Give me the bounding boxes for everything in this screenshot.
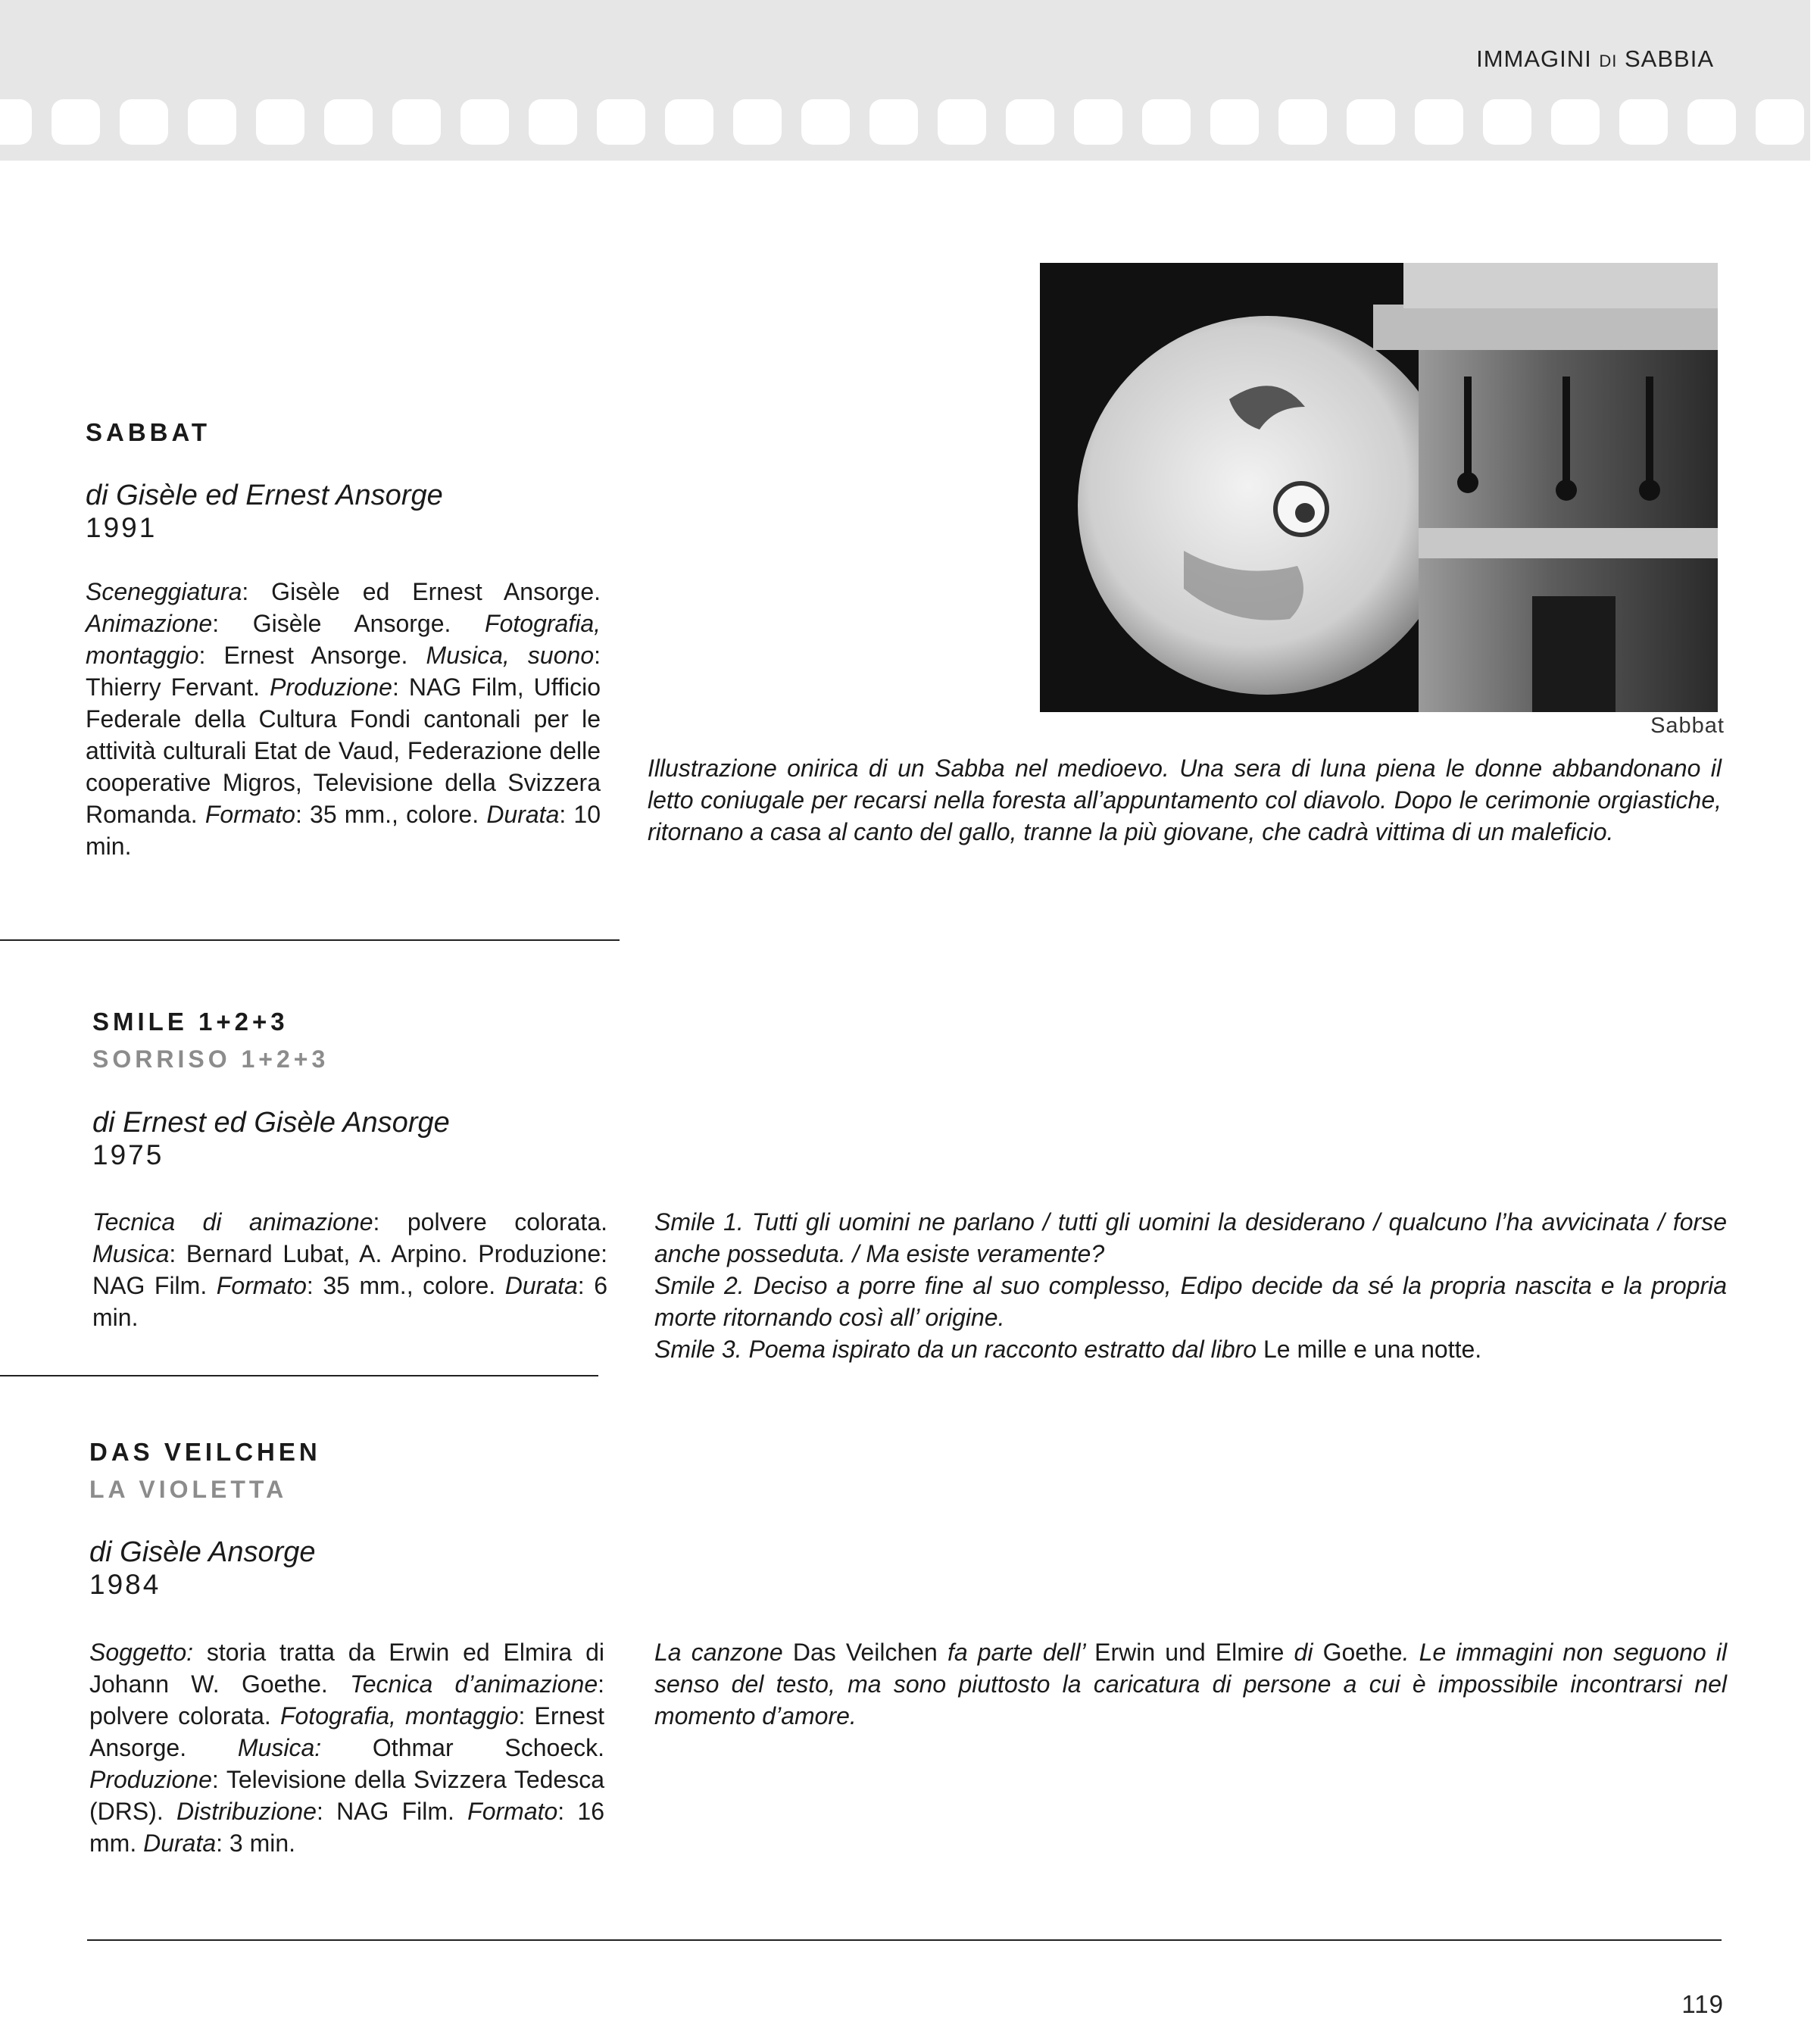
credit-label: Produzione — [270, 673, 392, 701]
film-perforation — [1347, 99, 1395, 145]
film-perforation — [1415, 99, 1463, 145]
film-perforation — [52, 99, 100, 145]
credit-label: Durata — [486, 801, 560, 828]
credit-value: Othmar Schoeck. — [321, 1734, 605, 1761]
credit-label: Durata — [504, 1272, 578, 1299]
film-perforation — [1278, 99, 1327, 145]
credit-value: : 35 mm., colore. — [295, 801, 487, 828]
entry-authors-veilchen: di Gisèle Ansorge — [89, 1536, 316, 1568]
film-perforation — [1687, 99, 1736, 145]
film-perforation — [1756, 99, 1804, 145]
film-perforation — [1142, 99, 1191, 145]
film-perforation — [1210, 99, 1259, 145]
credit-value: : NAG Film, Ufficio Federale della Cultura Fondi cantonali per le attività culturali Etat de Vaud, Federazione delle cooperative Migros, Televisione della Svizzera Romanda. — [86, 673, 601, 828]
film-perforation — [1619, 99, 1668, 145]
image-caption: Sabbat — [1650, 714, 1725, 738]
credit-value: : NAG Film. — [316, 1798, 468, 1825]
film-perforation — [529, 99, 577, 145]
film-perforation — [1074, 99, 1122, 145]
credit-label: Musica: — [237, 1734, 322, 1761]
credit-value: : Gisèle ed Ernest Ansorge. — [242, 578, 601, 605]
running-header-word-3: SABBIA — [1625, 45, 1714, 72]
entry-credits-smile — [92, 1206, 607, 1333]
smile-description-line-3-text: Smile 3. Poema ispirato da un racconto estratto dal libro — [654, 1336, 1263, 1363]
film-perforation — [1551, 99, 1600, 145]
credit-label: Musica, suono — [426, 642, 595, 669]
entry-subtitle-smile: SORRISO 1+2+3 — [92, 1045, 329, 1073]
description-text: fa parte dell’ — [937, 1639, 1095, 1666]
smile-description-line-3 — [654, 1333, 1727, 1365]
credit-value: : polvere colorata. — [89, 1670, 605, 1729]
credit-value: : 6 min. — [92, 1272, 608, 1331]
credit-value: : 35 mm., colore. — [306, 1272, 505, 1299]
entry-authors-sabbat: di Gisèle ed Ernest Ansorge — [86, 480, 443, 511]
credit-label: Formato — [467, 1798, 558, 1825]
film-perforation — [1006, 99, 1054, 145]
description-text: di — [1284, 1639, 1323, 1666]
entry-description-veilchen — [654, 1636, 1727, 1732]
credit-value: : 3 min. — [216, 1829, 296, 1857]
film-still-image — [1040, 263, 1718, 712]
section-divider-1 — [0, 939, 620, 941]
credit-value: : Televisione della Svizzera Tedesca (DRS). — [89, 1766, 604, 1825]
running-header-word-1: IMMAGINI — [1476, 45, 1592, 72]
credit-label: Fotografia, montaggio — [86, 610, 601, 669]
credit-value: : Gisèle Ansorge. — [212, 610, 485, 637]
entry-title-sabbat: SABBAT — [86, 418, 211, 446]
film-perforation — [188, 99, 236, 145]
credit-value: : 10 min. — [86, 801, 601, 860]
credit-label: Tecnica di animazione — [92, 1208, 373, 1236]
film-perforation — [938, 99, 986, 145]
entry-credits-sabbat — [86, 576, 601, 862]
credit-label: Animazione — [86, 610, 213, 637]
entry-title-veilchen: DAS VEILCHEN — [89, 1438, 321, 1466]
work-title: Goethe — [1322, 1639, 1403, 1666]
work-title: Erwin und Elmire — [1094, 1639, 1285, 1666]
smile-description-book-title: Le mille e una notte. — [1263, 1336, 1482, 1363]
entry-subtitle-veilchen: LA VIOLETTA — [89, 1476, 288, 1503]
credit-value: : Bernard Lubat, A. Arpino. Produzione: NAG Film. — [92, 1240, 607, 1299]
credit-label: Produzione — [89, 1766, 212, 1793]
entry-authors-smile: di Ernest ed Gisèle Ansorge — [92, 1107, 450, 1139]
smile-description-line-1: Smile 1. Tutti gli uomini ne parlano / tutti gli uomini la desiderano / qualcuno l’ha avvicinata / forse anche posseduta. / Ma esiste veramente? — [654, 1208, 1727, 1267]
credit-value: : polvere colorata. — [373, 1208, 607, 1236]
work-title: Das Veilchen — [792, 1639, 938, 1666]
entry-description-smile — [654, 1206, 1727, 1365]
film-perforation — [733, 99, 782, 145]
credit-label: Durata — [143, 1829, 217, 1857]
credit-label: Formato — [204, 801, 295, 828]
credit-value: : Ernest Ansorge. — [198, 642, 426, 669]
film-perforation — [869, 99, 918, 145]
film-perforation — [801, 99, 850, 145]
film-perforation — [392, 99, 441, 145]
credit-value: : 16 mm. — [89, 1798, 604, 1857]
credit-label: Musica — [92, 1240, 170, 1267]
film-perforation — [1483, 99, 1531, 145]
running-header-word-2: DI — [1599, 52, 1618, 70]
film-perforation — [460, 99, 509, 145]
film-perforation — [256, 99, 304, 145]
credit-label: Soggetto: — [89, 1639, 193, 1666]
credit-value: : Ernest Ansorge. — [89, 1702, 605, 1761]
entry-year-sabbat: 1991 — [86, 512, 158, 543]
footer-rule — [87, 1939, 1722, 1941]
credit-label: Formato — [216, 1272, 307, 1299]
smile-description-line-2: Smile 2. Deciso a porre fine al suo complesso, Edipo decide da sé la propria nascita e la propria morte ritornando così all’ origine. — [654, 1272, 1727, 1331]
credit-label: Distribuzione — [176, 1798, 317, 1825]
entry-description-sabbat: Illustrazione onirica di un Sabba nel medioevo. Una sera di luna piena le donne abbandonano il letto coniugale per recarsi nella foresta all’appuntamento col diavolo. Dopo le cerimonie orgiastiche, ritornano a casa al canto del gallo, tranne la più giovane, che cadrà vittima di un maleficio. — [648, 755, 1722, 845]
credit-label: Fotografia, montaggio — [279, 1702, 519, 1729]
section-divider-2 — [0, 1375, 598, 1376]
credit-label: Sceneggiatura — [86, 578, 242, 605]
credit-label: Tecnica d’animazione — [350, 1670, 598, 1698]
film-perforation — [324, 99, 373, 145]
film-perforation — [597, 99, 645, 145]
description-text: La canzone — [654, 1639, 793, 1666]
entry-year-veilchen: 1984 — [89, 1569, 161, 1600]
entry-year-smile: 1975 — [92, 1139, 164, 1170]
film-still-illustration — [1040, 263, 1718, 712]
header-film-strip — [0, 0, 1810, 161]
film-perforation — [665, 99, 713, 145]
film-perforations — [0, 99, 1810, 145]
entry-title-smile: SMILE 1+2+3 — [92, 1008, 289, 1036]
description-text: . Le immagini non seguono il senso del testo, ma sono piuttosto la caricatura di persone a cui è impossibile incontrarsi nel momento d’amore. — [654, 1639, 1728, 1729]
running-header — [1476, 45, 1714, 73]
entry-credits-veilchen — [89, 1636, 604, 1859]
film-perforation — [0, 99, 32, 145]
page-number: 119 — [1681, 1990, 1724, 2018]
credit-value: : Thierry Fervant. — [86, 642, 601, 701]
credit-value: storia tratta da Erwin ed Elmira di Johann W. Goethe. — [89, 1639, 604, 1698]
film-perforation — [120, 99, 168, 145]
